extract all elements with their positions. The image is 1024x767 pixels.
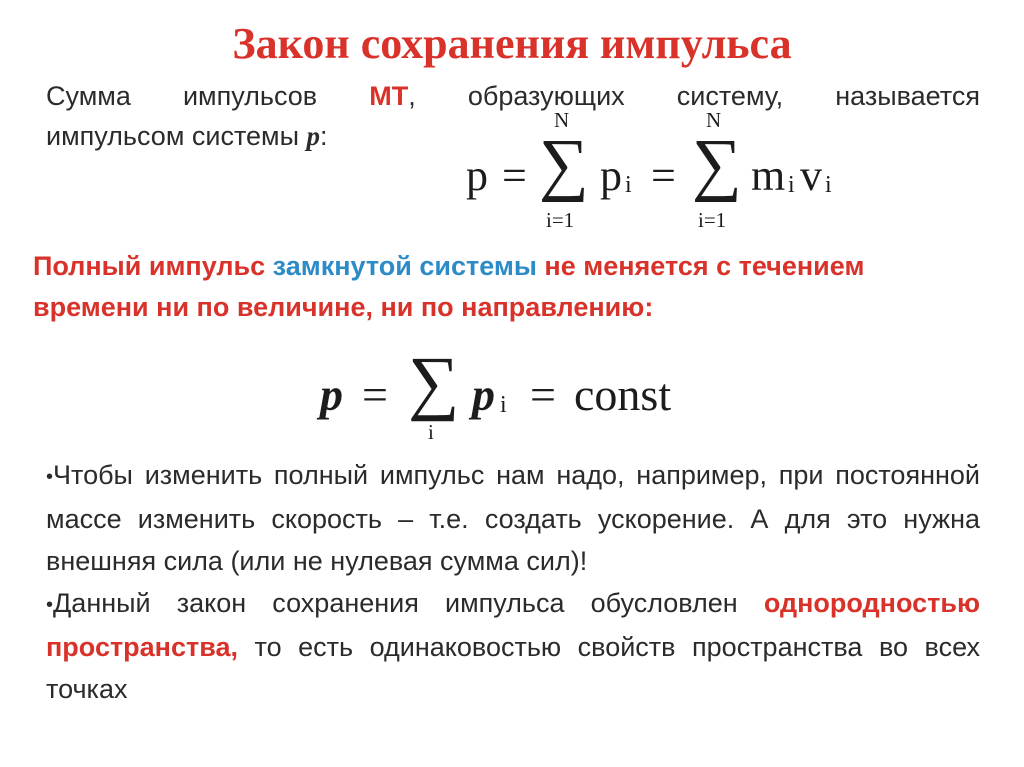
f2-const: const	[574, 369, 672, 420]
law-text-4: времени ни по величине, ни по направлению:	[33, 292, 654, 322]
formula-momentum-const	[320, 342, 700, 452]
f1-sigma1: ∑	[539, 126, 589, 203]
f1-sigma2-upper: N	[706, 108, 722, 132]
f1-m-sub: i	[788, 172, 795, 198]
law-text-1: Полный импульс	[33, 251, 266, 281]
f1-eq-1: =	[502, 151, 527, 200]
homogeneity-term: однородностью пространства,	[46, 588, 980, 662]
f1-p-i-sub: i	[625, 172, 632, 198]
intro-line-2	[46, 116, 328, 156]
f2-eq-2: =	[530, 369, 556, 420]
slide-title: Закон сохранения импульса	[232, 19, 792, 68]
f1-sigma1-upper: N	[554, 108, 570, 132]
f1-eq-2: =	[651, 151, 676, 200]
f2-eq-1: =	[362, 369, 388, 420]
f1-p: p	[466, 151, 488, 200]
intro-text-1: Сумма импульсов	[46, 81, 318, 111]
conservation-law-statement	[33, 246, 991, 328]
f1-v: v	[800, 151, 822, 200]
bullet-marker: •	[46, 593, 54, 616]
bullet-marker: •	[46, 465, 54, 488]
bullet-item-2	[46, 582, 980, 710]
bullet-1-text: Чтобы изменить полный импульс нам надо, например, при постоянной массе изменить скорость – т.е. создать ускорение. А для это нужна внешняя сила (или не нулевая сумма сил)!	[46, 460, 980, 576]
bullet-2-text-2: то есть одинаковостью свойств пространства во всех точках	[46, 631, 980, 704]
f1-sigma2: ∑	[692, 126, 742, 203]
law-closed-system: замкнутой системы	[272, 251, 537, 281]
intro-p-symbol: p	[306, 121, 321, 151]
mt-term: МТ	[369, 81, 409, 111]
f2-sigma: ∑	[408, 342, 460, 422]
f2-p: p	[320, 369, 343, 420]
intro-colon: :	[320, 121, 328, 151]
f1-v-sub: i	[825, 172, 832, 198]
f1-sigma1-lower: i=1	[546, 208, 575, 232]
f1-p-i-base: p	[600, 151, 622, 200]
intro-text-3: импульсом системы	[46, 121, 300, 151]
formula-momentum-sum	[466, 108, 846, 238]
intro-text-2: , образующих систему, называется	[408, 81, 980, 111]
f1-m: m	[751, 151, 786, 200]
f1-sigma2-lower: i=1	[698, 208, 727, 232]
bullet-2-text-1: Данный закон сохранения импульса обусловлен	[53, 588, 738, 618]
f2-p-i-sub: i	[500, 392, 507, 418]
bullet-item-1	[46, 454, 980, 582]
f2-p-i-base: p	[472, 369, 495, 420]
law-text-3: не меняется с течением	[544, 251, 865, 281]
f2-sigma-lower: i	[428, 420, 434, 444]
